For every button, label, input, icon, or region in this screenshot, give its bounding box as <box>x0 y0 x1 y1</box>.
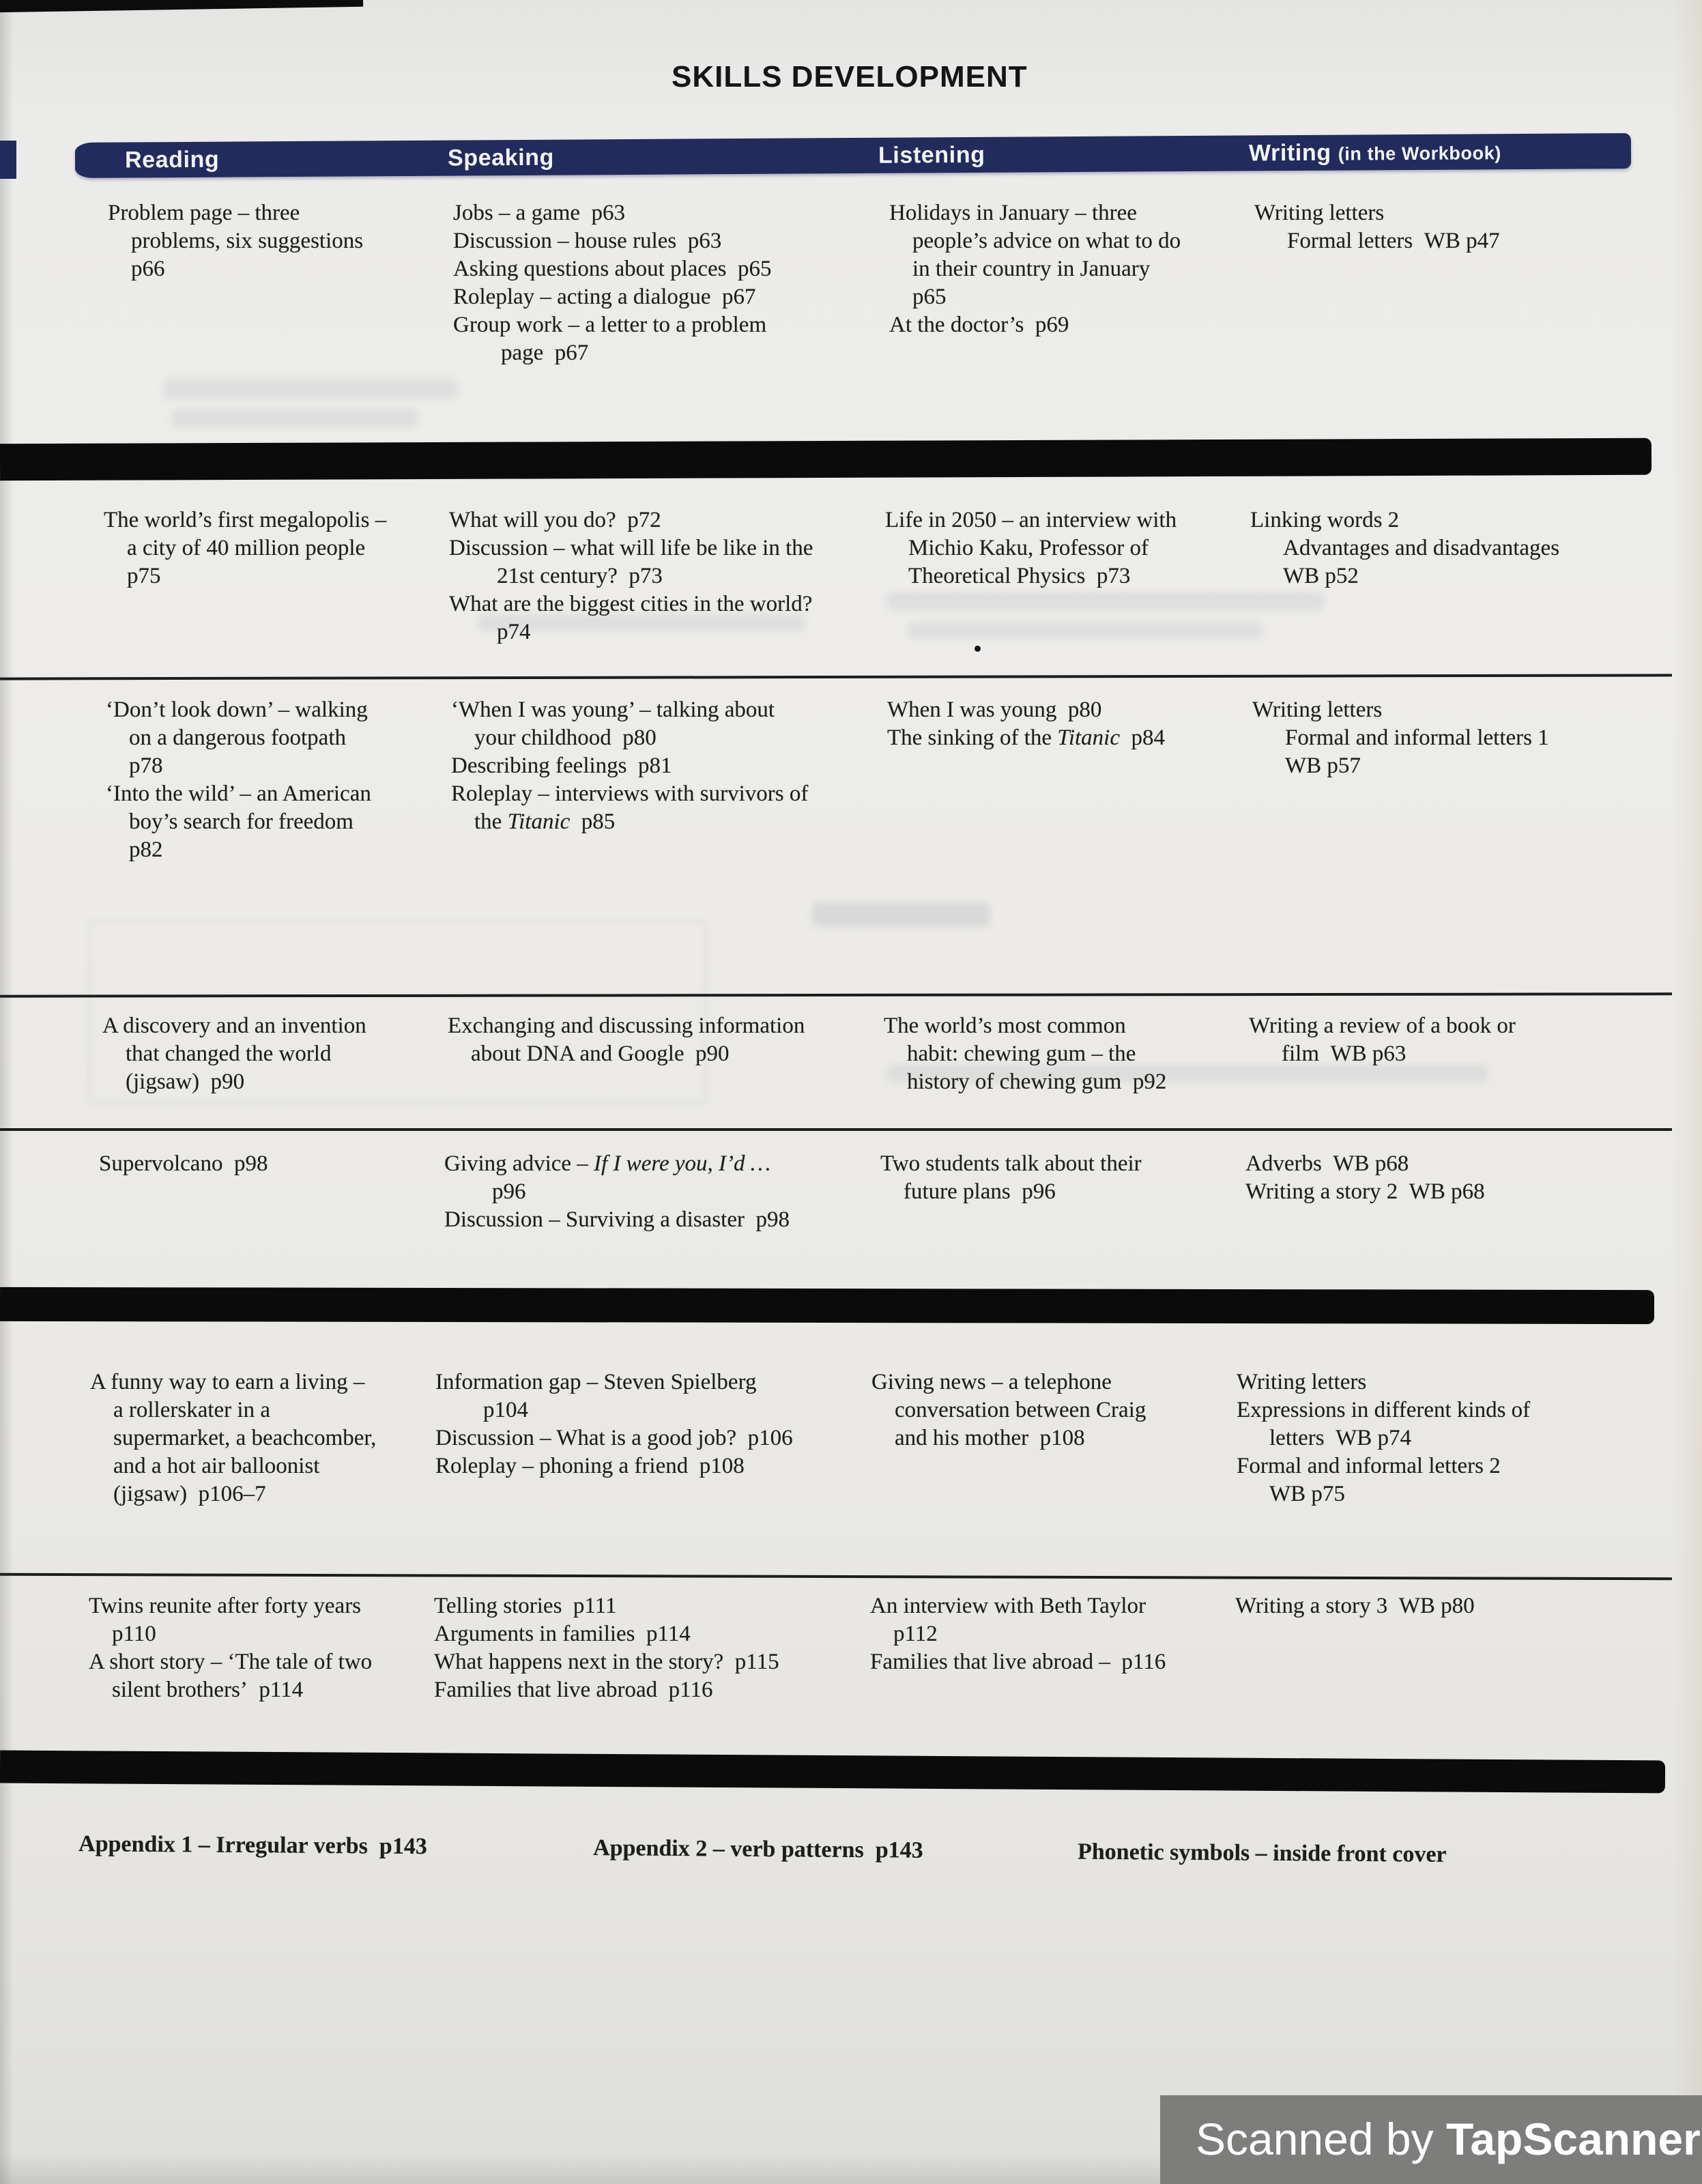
toc-entry-line: Two students talk about their <box>880 1151 1142 1176</box>
column-header-writing <box>1249 139 1501 167</box>
column-header-writing-label: Writing <box>1248 139 1331 167</box>
cell-speaking <box>435 1368 793 1480</box>
toc-entry-line: Describing feelings p81 <box>451 753 672 778</box>
toc-entry-line: Writing a review of a book or <box>1249 1014 1516 1038</box>
toc-entry-line: WB p52 <box>1283 564 1359 588</box>
toc-entry <box>1237 1368 1530 1396</box>
toc-entry-line: When I was young p80 <box>887 698 1102 722</box>
toc-entry-line: WB p75 <box>1269 1482 1345 1506</box>
toc-entry-line: Families that live abroad p116 <box>434 1678 713 1702</box>
cell-listening <box>870 1592 1166 1676</box>
row-divider-line <box>0 1128 1672 1131</box>
toc-entry-line: Writing a story 3 WB p80 <box>1235 1594 1475 1618</box>
toc-entry-line: At the doctor’s p69 <box>889 313 1069 337</box>
toc-entry-line: 21st century? p73 <box>497 564 663 588</box>
unit-separator-bar <box>0 438 1651 480</box>
toc-entry-line: Discussion – What is a good job? p106 <box>435 1426 793 1450</box>
toc-entry <box>434 1620 779 1648</box>
toc-entry <box>1245 1150 1485 1178</box>
toc-entry <box>434 1648 779 1676</box>
appendix-1-item: Appendix 1 – Irregular verbs p143 <box>78 1831 427 1860</box>
toc-entry <box>448 1012 805 1068</box>
toc-entry-line: WB p57 <box>1285 753 1361 778</box>
toc-entry-line: Asking questions about places p65 <box>453 257 772 281</box>
cell-listening <box>884 1012 1166 1096</box>
toc-entry <box>90 1368 376 1508</box>
toc-entry <box>99 1150 268 1178</box>
toc-entry-line: people’s advice on what to do <box>912 229 1181 253</box>
toc-entry-line: p104 <box>483 1398 528 1422</box>
toc-entry-line: ‘Don’t look down’ – walking <box>106 698 368 722</box>
toc-entry-line: (jigsaw) p106–7 <box>113 1482 266 1506</box>
toc-entry-line: The world’s first megalopolis – <box>104 508 387 532</box>
toc-entry-line: Telling stories p111 <box>434 1594 617 1618</box>
toc-entry-line: problems, six suggestions <box>131 229 364 253</box>
toc-entry <box>89 1592 372 1648</box>
toc-entry <box>444 1206 790 1234</box>
toc-entry-line: in their country in January <box>912 257 1151 281</box>
toc-entry <box>434 1592 779 1620</box>
toc-entry-line: future plans p96 <box>904 1179 1056 1204</box>
toc-entry-line: An interview with Beth Taylor <box>870 1594 1146 1618</box>
unit-separator-bar <box>0 1751 1665 1794</box>
toc-entry-line: Formal letters WB p47 <box>1287 229 1500 253</box>
toc-entry-line: supermarket, a beachcomber, <box>113 1426 377 1450</box>
toc-entry-line: the Titanic p85 <box>474 809 616 834</box>
cell-writing <box>1250 506 1559 590</box>
toc-entry-line: Giving news – a telephone <box>871 1370 1112 1394</box>
toc-entry <box>449 590 813 646</box>
cell-listening <box>871 1368 1146 1452</box>
toc-entry <box>451 780 808 836</box>
column-header-writing-suffix: (in the Workbook) <box>1338 143 1501 164</box>
cell-listening <box>885 506 1177 590</box>
toc-entry-line: Problem page – three <box>108 201 300 225</box>
toc-entry-line: Writing letters <box>1252 698 1383 722</box>
tapscanner-badge <box>1160 2095 1702 2184</box>
toc-entry-line: Roleplay – acting a dialogue p67 <box>453 285 756 309</box>
toc-entry <box>449 534 813 590</box>
cell-reading <box>102 1012 366 1096</box>
toc-entry <box>444 1150 790 1206</box>
toc-entry-line: Roleplay – interviews with survivors of <box>451 781 809 806</box>
toc-entry <box>1237 1452 1530 1508</box>
appendix-2-item: Appendix 2 – verb patterns p143 <box>592 1835 923 1863</box>
cell-reading <box>104 506 386 590</box>
toc-entry <box>451 752 808 780</box>
toc-entry-line: that changed the world <box>126 1041 332 1066</box>
badge-prefix: Scanned by <box>1196 2114 1446 2164</box>
toc-entry-line: Writing letters <box>1237 1370 1367 1394</box>
page-title: SKILLS DEVELOPMENT <box>672 60 1028 94</box>
toc-entry <box>870 1648 1166 1676</box>
toc-entry-line: Discussion – house rules p63 <box>453 229 722 253</box>
toc-entry-line: p82 <box>129 837 163 862</box>
toc-entry-line: a rollerskater in a <box>113 1398 270 1422</box>
toc-entry-line: ‘When I was young’ – talking about <box>451 698 775 722</box>
cell-speaking <box>453 199 772 367</box>
column-header-listening: Listening <box>878 141 985 169</box>
toc-entry <box>453 311 772 367</box>
cell-reading <box>90 1368 376 1508</box>
toc-entry-line: history of chewing gum p92 <box>907 1069 1167 1094</box>
toc-entry-line: p74 <box>497 620 531 644</box>
toc-entry <box>880 1150 1142 1206</box>
toc-entry-line: Holidays in January – three <box>889 201 1137 225</box>
toc-entry-line: (jigsaw) p90 <box>126 1069 245 1094</box>
toc-entry-line: Twins reunite after forty years <box>89 1594 362 1618</box>
toc-entry <box>871 1368 1146 1452</box>
cell-reading <box>89 1592 372 1704</box>
toc-entry-line: ‘Into the wild’ – an American <box>106 781 371 806</box>
bleedthrough-artifact <box>172 410 418 427</box>
toc-entry-line: What are the biggest cities in the world? <box>449 592 813 616</box>
toc-entry-line: boy’s search for freedom <box>129 809 354 834</box>
cell-speaking <box>444 1150 790 1234</box>
scan-left-edge-artifact <box>0 141 16 179</box>
toc-entry <box>106 696 371 780</box>
toc-entry-line: Arguments in families p114 <box>434 1622 691 1646</box>
toc-entry-line: A discovery and an invention <box>102 1014 366 1038</box>
toc-entry <box>1245 1178 1485 1206</box>
row-divider-line <box>0 674 1672 680</box>
toc-entry-line: Families that live abroad – p116 <box>870 1650 1166 1674</box>
toc-entry-line: Theoretical Physics p73 <box>908 564 1131 588</box>
toc-entry-line: Writing a story 2 WB p68 <box>1245 1179 1485 1204</box>
toc-entry-line: p112 <box>893 1622 938 1646</box>
toc-entry-line: The sinking of the Titanic p84 <box>887 725 1165 750</box>
toc-entry <box>453 255 772 283</box>
phonetic-symbols-item: Phonetic symbols – inside front cover <box>1077 1839 1447 1867</box>
toc-entry <box>453 283 772 311</box>
toc-entry <box>106 780 371 864</box>
badge-brand: TapScanner <box>1445 2114 1701 2164</box>
toc-entry-line: The world’s most common <box>884 1014 1126 1038</box>
toc-entry <box>451 696 808 752</box>
appendix-footer <box>0 1830 1702 1885</box>
toc-entry-line: Adverbs WB p68 <box>1245 1151 1409 1176</box>
toc-entry-line: your childhood p80 <box>474 725 657 750</box>
unit-separator-bar <box>0 1287 1654 1324</box>
toc-entry <box>885 506 1177 590</box>
cell-listening <box>880 1150 1142 1206</box>
toc-entry <box>887 724 1165 752</box>
column-header-speaking: Speaking <box>447 144 555 171</box>
cell-reading <box>108 199 363 283</box>
cell-speaking <box>434 1592 779 1704</box>
toc-entry <box>435 1424 793 1452</box>
cell-speaking <box>448 1012 805 1068</box>
tapscanner-badge-text <box>1196 2113 1701 2165</box>
toc-entry-line: on a dangerous footpath <box>129 725 346 750</box>
toc-entry-line: Expressions in different kinds of <box>1237 1398 1531 1422</box>
toc-entry-line: Jobs – a game p63 <box>453 201 626 225</box>
toc-entry <box>887 696 1165 724</box>
toc-entry <box>453 199 772 227</box>
toc-entry <box>435 1368 793 1424</box>
toc-entry-line: Advantages and disadvantages <box>1283 536 1560 560</box>
toc-entry <box>1249 1012 1516 1068</box>
cell-listening <box>889 199 1181 339</box>
toc-entry <box>884 1012 1166 1096</box>
toc-entry-line: Writing letters <box>1254 201 1385 225</box>
toc-entry <box>453 227 772 255</box>
toc-entry-line: p78 <box>129 753 163 778</box>
toc-entry-line: Supervolcano p98 <box>99 1151 268 1176</box>
toc-entry-line: Information gap – Steven Spielberg <box>435 1370 757 1394</box>
toc-entry <box>108 199 363 283</box>
table-header-bar <box>75 133 1631 178</box>
bleedthrough-artifact <box>164 379 457 399</box>
toc-entry-line: p110 <box>112 1622 156 1646</box>
toc-entry-line: habit: chewing gum – the <box>907 1041 1136 1066</box>
cell-listening <box>887 696 1165 752</box>
toc-entry <box>434 1676 779 1704</box>
toc-entry <box>889 311 1181 339</box>
toc-entry <box>102 1012 366 1096</box>
toc-entry-line: Giving advice – If I were you, I’d … <box>444 1151 771 1176</box>
toc-entry-line: Discussion – Surviving a disaster p98 <box>444 1207 790 1232</box>
toc-entry <box>449 506 813 534</box>
toc-entry-line: Discussion – what will life be like in the <box>449 536 813 560</box>
cell-speaking <box>449 506 813 646</box>
toc-entry <box>889 199 1181 311</box>
toc-entry-line: What happens next in the story? p115 <box>434 1650 779 1674</box>
toc-entry-line: silent brothers’ p114 <box>112 1678 304 1702</box>
cell-writing <box>1245 1150 1485 1206</box>
toc-entry-line: a city of 40 million people <box>127 536 366 560</box>
cell-writing <box>1237 1368 1530 1508</box>
toc-entry-line: Group work – a letter to a problem <box>453 313 767 337</box>
toc-entry-line: p96 <box>492 1179 526 1204</box>
toc-entry <box>870 1592 1166 1648</box>
toc-entry <box>104 506 386 590</box>
cell-reading <box>106 696 371 864</box>
toc-entry <box>1235 1592 1475 1620</box>
toc-entry-line: p65 <box>912 285 947 309</box>
toc-entry <box>1252 696 1549 780</box>
ink-dot-artifact <box>975 646 981 652</box>
toc-entry <box>1250 506 1559 590</box>
toc-entry-line: Linking words 2 <box>1250 508 1400 532</box>
cell-writing <box>1252 696 1549 780</box>
toc-entry-line: Exchanging and discussing information <box>448 1014 805 1038</box>
toc-entry-line: Formal and informal letters 1 <box>1285 725 1549 750</box>
toc-entry-line: Formal and informal letters 2 <box>1237 1454 1501 1478</box>
toc-entry-line: Michio Kaku, Professor of <box>908 536 1149 560</box>
toc-entry-line: and his mother p108 <box>895 1426 1085 1450</box>
toc-entry-line: Life in 2050 – an interview with <box>885 508 1177 532</box>
toc-entry-line: page p67 <box>501 341 589 365</box>
toc-entry-line: film WB p63 <box>1282 1041 1407 1066</box>
cell-reading <box>99 1150 268 1178</box>
toc-entry-line: What will you do? p72 <box>449 508 661 532</box>
toc-entry-line: about DNA and Google p90 <box>471 1041 730 1066</box>
bleedthrough-artifact <box>887 592 1324 610</box>
toc-entry-line: Roleplay – phoning a friend p108 <box>435 1454 745 1478</box>
row-divider-line <box>0 1573 1672 1580</box>
toc-entry <box>435 1452 793 1480</box>
toc-entry-line: p75 <box>127 564 161 588</box>
toc-entry-line: p66 <box>131 257 165 281</box>
toc-entry-line: conversation between Craig <box>895 1398 1146 1422</box>
toc-entry <box>1237 1396 1530 1452</box>
toc-entry-line: and a hot air balloonist <box>113 1454 320 1478</box>
toc-entry <box>1254 199 1500 255</box>
column-header-reading: Reading <box>124 146 220 173</box>
bleedthrough-artifact <box>812 902 990 927</box>
toc-entry-line: A funny way to earn a living – <box>90 1370 365 1394</box>
cell-speaking <box>451 696 808 836</box>
scan-top-edge-artifact <box>0 0 363 12</box>
toc-entry-line: letters WB p74 <box>1269 1426 1412 1450</box>
cell-writing <box>1254 199 1500 255</box>
bleedthrough-artifact <box>908 622 1263 639</box>
cell-writing <box>1235 1592 1475 1620</box>
cell-writing <box>1249 1012 1516 1068</box>
toc-entry-line: A short story – ‘The tale of two <box>89 1650 373 1674</box>
toc-entry <box>89 1648 372 1704</box>
